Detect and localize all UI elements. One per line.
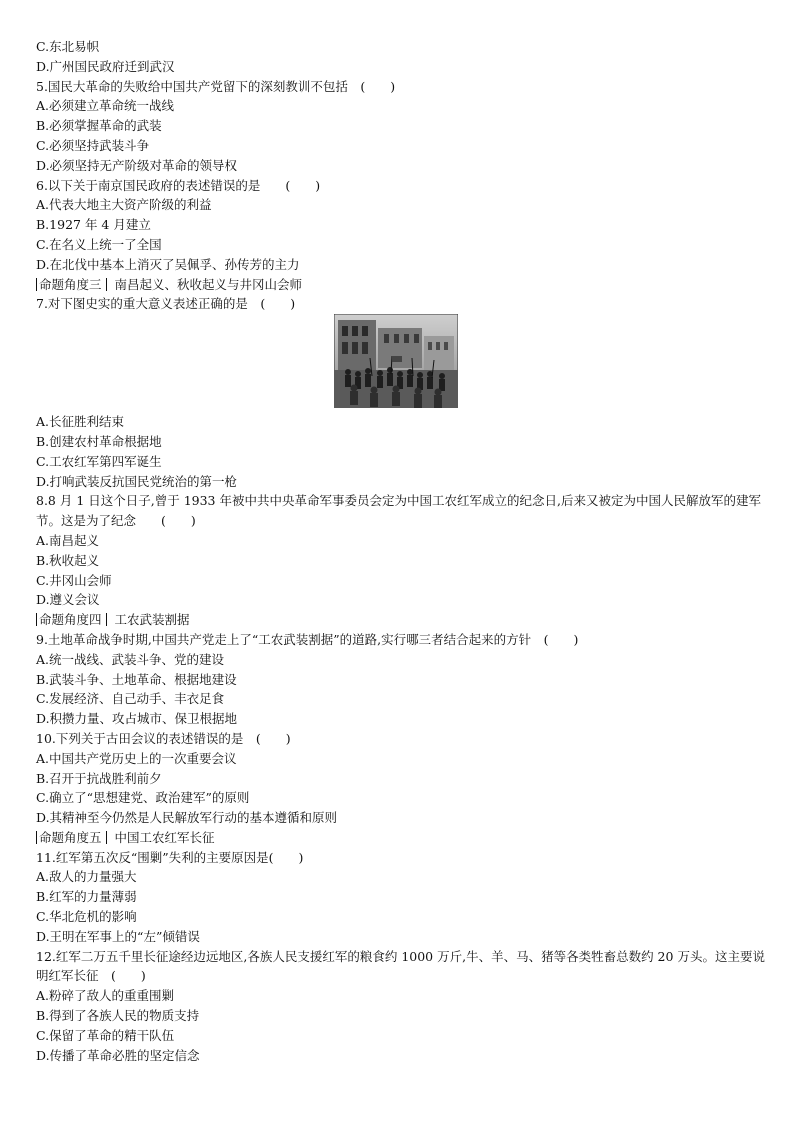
option-line: D.打响武装反抗国民党统治的第一枪 xyxy=(36,473,238,489)
option-line: B.秋收起义 xyxy=(36,552,100,568)
section-heading-5 xyxy=(36,828,766,848)
option-line: A.粉碎了敌人的重重围剿 xyxy=(36,988,175,1004)
section-prefix: 命题角度五 xyxy=(39,829,102,845)
question-11: 11.红军第五次反“围剿”失利的主要原因是( ) xyxy=(36,849,304,865)
option-line: B.必须掌握革命的武装 xyxy=(36,118,162,134)
figure-area xyxy=(36,314,766,412)
option-line: C.东北易帜 xyxy=(36,39,100,54)
section-heading-3 xyxy=(36,275,766,295)
option-line: A.敌人的力量强大 xyxy=(36,869,137,885)
option-line: C.井冈山会师 xyxy=(36,572,112,588)
section-bar xyxy=(36,831,37,844)
option-line: D.广州国民政府迁到武汉 xyxy=(36,58,175,74)
option-line: C.确立了“思想建党、政治建军”的原则 xyxy=(36,790,250,806)
option-line: D.必须坚持无产阶级对革命的领导权 xyxy=(36,157,238,173)
option-line: D.传播了革命必胜的坚定信念 xyxy=(36,1047,200,1063)
question-5: 5.国民大革命的失败给中国共产党留下的深刻教训不包括 ( ) xyxy=(36,78,396,94)
nanchang-uprising-illustration xyxy=(334,314,458,408)
option-line: D.遵义会议 xyxy=(36,592,100,608)
question-12: 12.红军二万五千里长征途经边远地区,各族人民支援红军的粮食约 1000 万斤,牛、羊、马、猪等各类牲畜总数约 20 万头。这主要说明红军长征 ( ) xyxy=(36,948,765,984)
section-title: 工农武装割据 xyxy=(114,612,190,628)
option-line: B.武装斗争、土地革命、根据地建设 xyxy=(36,671,237,687)
option-line: C.发展经济、自己动手、丰衣足食 xyxy=(36,691,225,707)
section-heading-4 xyxy=(36,610,766,630)
exam-page xyxy=(36,37,766,1065)
option-line: B.1927 年 4 月建立 xyxy=(36,217,151,233)
option-line: C.华北危机的影响 xyxy=(36,909,137,925)
section-bar xyxy=(36,613,37,626)
option-line: C.必须坚持武装斗争 xyxy=(36,137,150,153)
question-8: 8.8 月 1 日这个日子,曾于 1933 年被中共中央革命军事委员会定为中国工农红军成立的纪念日,后来又被定为中国人民解放军的建军节。这是为了纪念 ( ) xyxy=(36,493,761,529)
question-6: 6.以下关于南京国民政府的表述错误的是 ( ) xyxy=(36,177,321,193)
option-line: D.在北伐中基本上消灭了吴佩孚、孙传芳的主力 xyxy=(36,256,300,272)
section-prefix: 命题角度三 xyxy=(39,276,102,292)
section-bar xyxy=(106,278,107,291)
section-title: 中国工农红军长征 xyxy=(114,829,215,845)
question-7: 7.对下图史实的重大意义表述正确的是 ( ) xyxy=(36,296,296,312)
option-line: A.长征胜利结束 xyxy=(36,414,125,430)
section-bar xyxy=(106,831,107,844)
option-line: A.南昌起义 xyxy=(36,532,100,548)
option-line: C.在名义上统一了全国 xyxy=(36,236,162,252)
option-line: B.创建农村革命根据地 xyxy=(36,433,162,449)
option-line: A.必须建立革命统一战线 xyxy=(36,98,175,114)
option-line: B.红军的力量薄弱 xyxy=(36,889,137,905)
option-line: C.工农红军第四军诞生 xyxy=(36,453,162,469)
question-10: 10.下列关于古田会议的表述错误的是 ( ) xyxy=(36,730,291,746)
option-line: A.中国共产党历史上的一次重要会议 xyxy=(36,750,237,766)
section-bar xyxy=(36,278,37,291)
section-title: 南昌起义、秋收起义与井冈山会师 xyxy=(114,276,303,292)
section-bar xyxy=(106,613,107,626)
option-line: C.保留了革命的精干队伍 xyxy=(36,1027,175,1043)
option-line: A.代表大地主大资产阶级的利益 xyxy=(36,197,212,213)
option-line: A.统一战线、武装斗争、党的建设 xyxy=(36,651,225,667)
option-line: B.得到了各族人民的物质支持 xyxy=(36,1008,200,1024)
question-9: 9.土地革命战争时期,中国共产党走上了“工农武装割据”的道路,实行哪三者结合起来的方针 ( ) xyxy=(36,631,579,647)
option-line: D.王明在军事上的“左”倾错误 xyxy=(36,928,200,944)
option-line: B.召开于抗战胜利前夕 xyxy=(36,770,162,786)
option-line: D.积攒力量、攻占城市、保卫根据地 xyxy=(36,711,238,727)
section-prefix: 命题角度四 xyxy=(39,612,102,628)
option-line: D.其精神至今仍然是人民解放军行动的基本遵循和原则 xyxy=(36,810,338,826)
